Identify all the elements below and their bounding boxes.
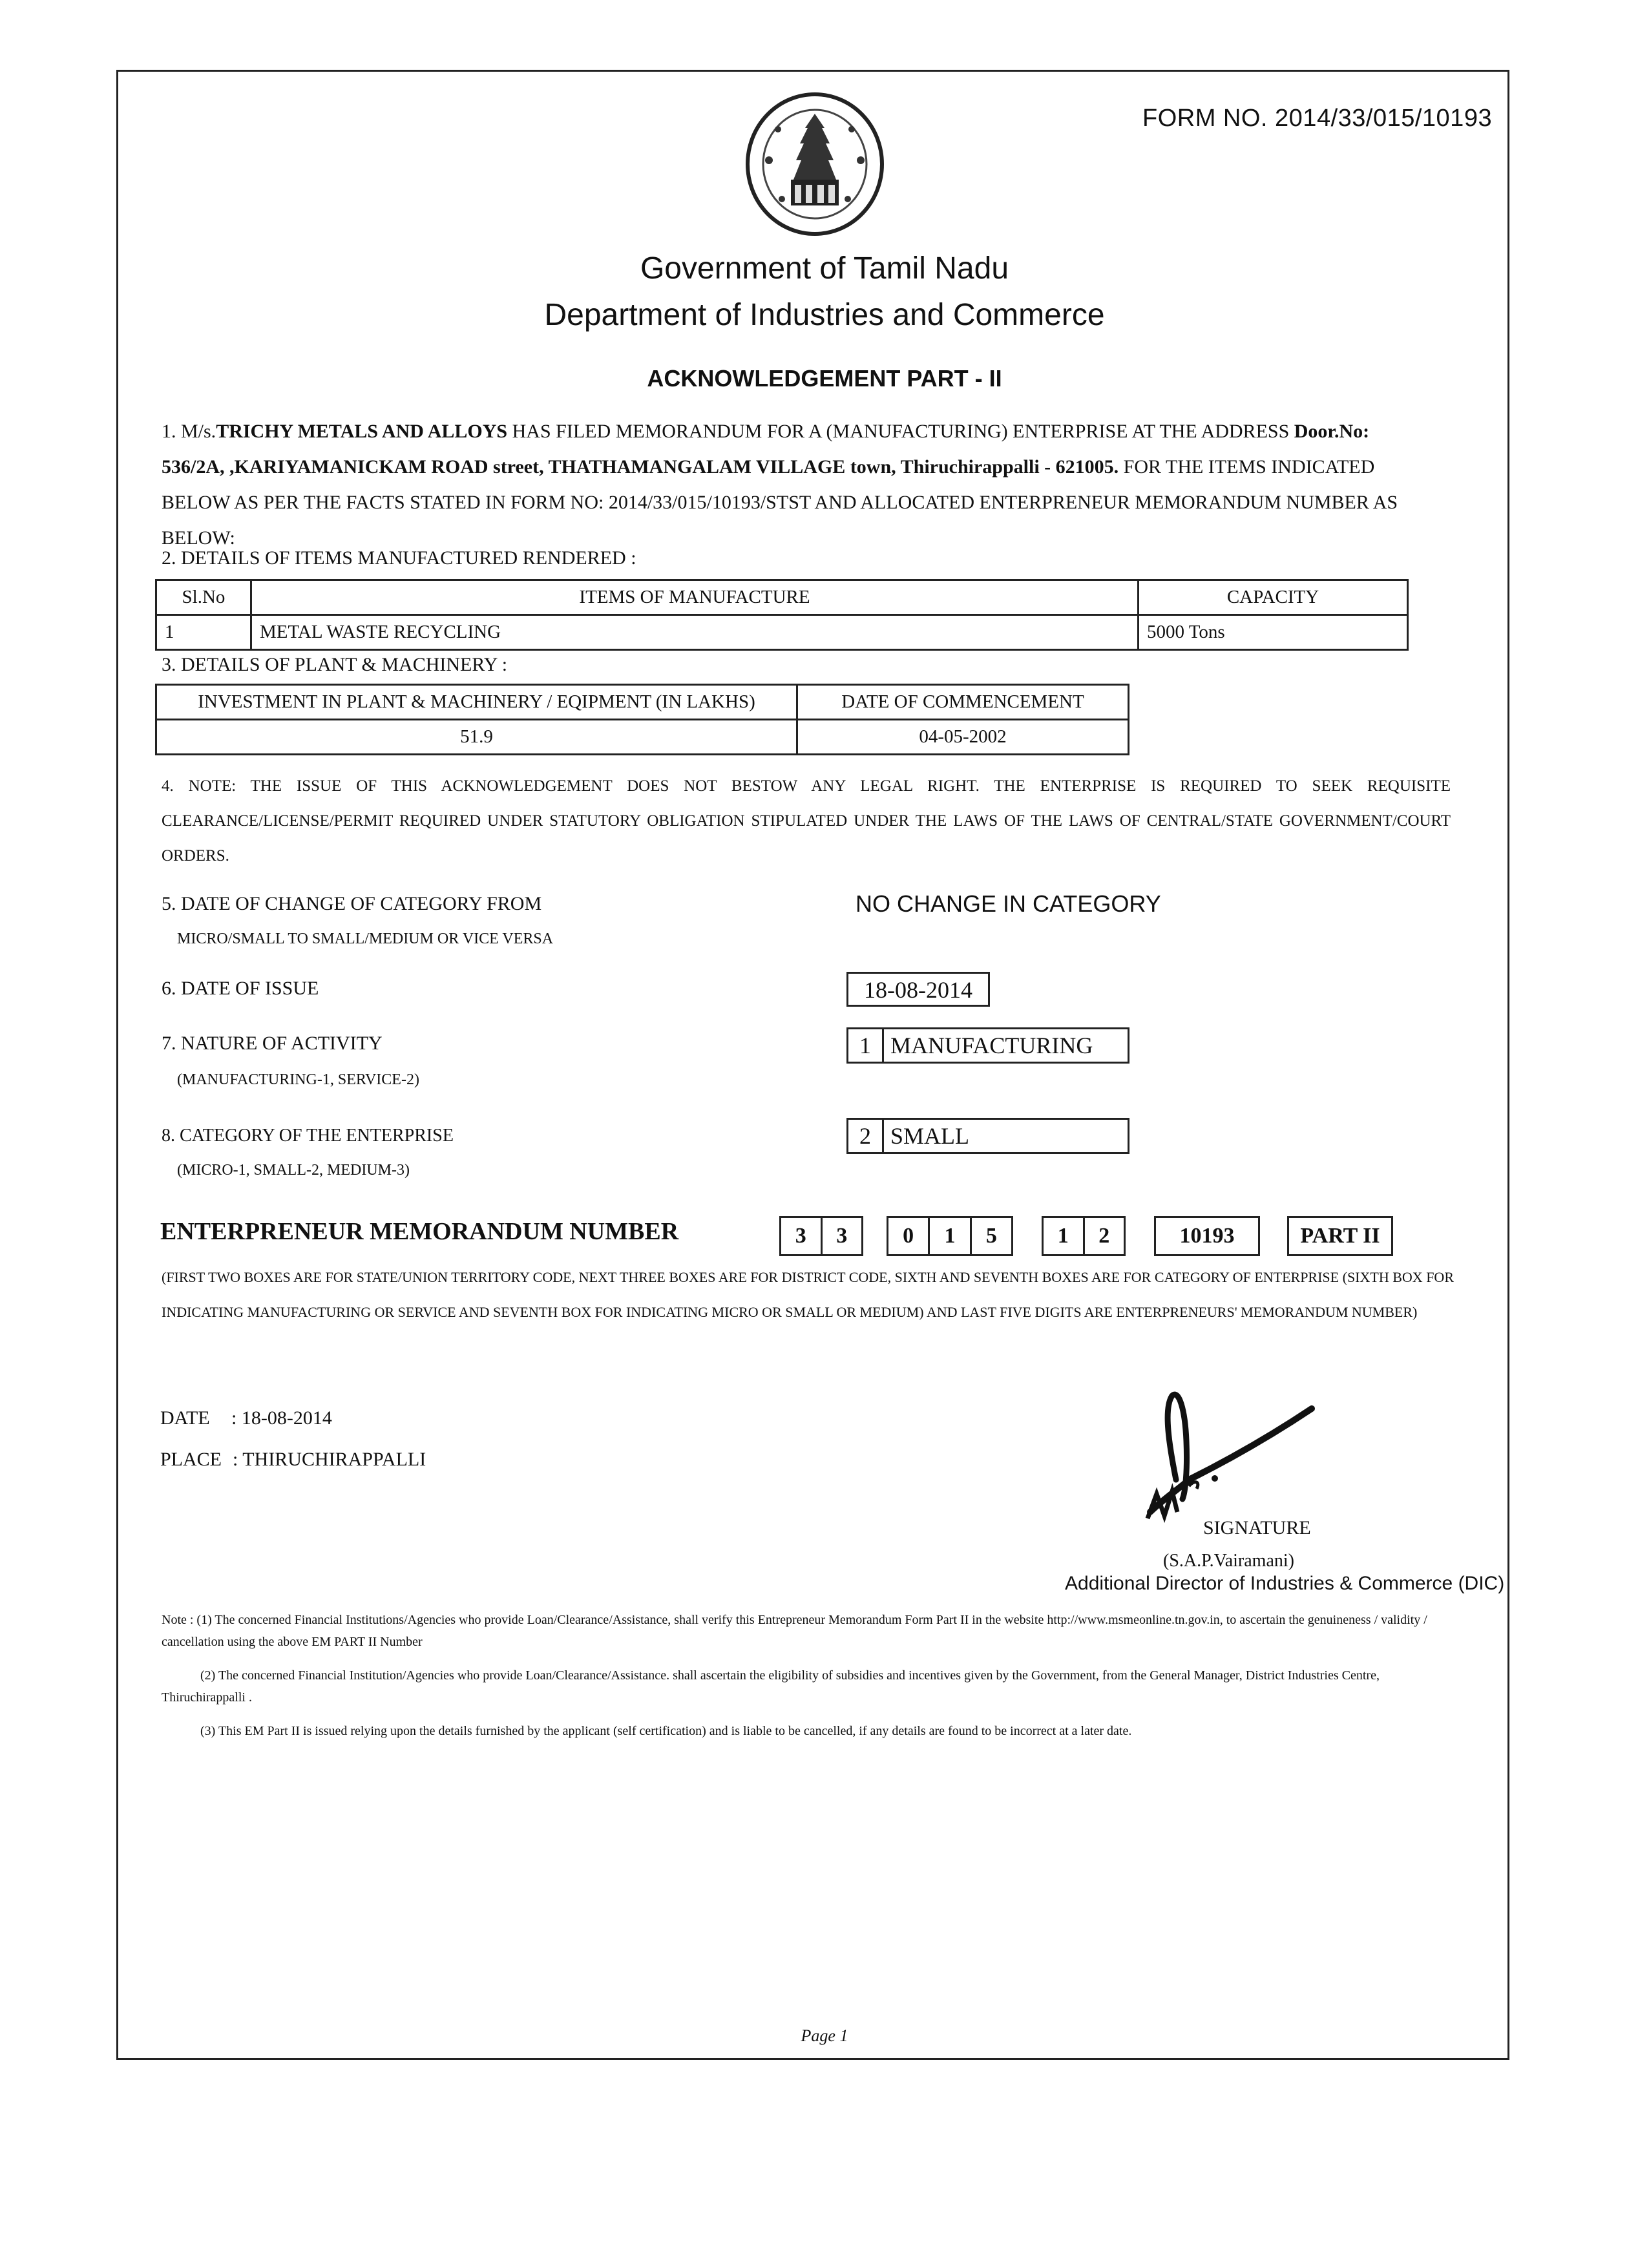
part-label: PART II (1300, 1224, 1380, 1248)
item-8-sub: (MICRO-1, SMALL-2, MEDIUM-3) (177, 1162, 410, 1179)
digit-box: 3 (781, 1218, 823, 1254)
section-1-text-a: HAS FILED MEMORANDUM FOR A (MANUFACTURING) ENTERPRISE AT THE ADDRESS (507, 421, 1294, 442)
column-header: INVESTMENT IN PLANT & MACHINERY / EQIPMENT (IN LAKHS) (156, 685, 797, 720)
column-header: CAPACITY (1139, 580, 1408, 615)
table-row (156, 615, 1408, 650)
state-emblem-icon (743, 89, 887, 243)
footnote-2: (2) The concerned Financial Institution/Agencies who provide Loan/Clearance/Assistance. shall ascertain the eligibility of subsidies and incentives given by the Government, from the General Manager, District Industries Centre, Thiruchirappalli . (162, 1668, 1380, 1705)
activity-value: MANUFACTURING (890, 1033, 1093, 1058)
em-number-label: ENTERPRENEUR MEMORANDUM NUMBER (160, 1218, 679, 1245)
table-cell: 04-05-2002 (797, 720, 1129, 755)
company-address: Door.No: 536/2A, ,KARIYAMANICKAM ROAD street, THATHAMANGALAM VILLAGE town, Thiruchirappalli - 621005. (162, 421, 1370, 478)
section-2-heading: 2. DETAILS OF ITEMS MANUFACTURED RENDERED : (162, 547, 636, 569)
items-table (155, 579, 1409, 651)
em-number-note: (FIRST TWO BOXES ARE FOR STATE/UNION TERRITORY CODE, NEXT THREE BOXES ARE FOR DISTRICT CODE, SIXTH AND SEVENTH BOXES ARE FOR CATEGORY OF ENTERPRISE (SIXTH BOX FOR INDICATING MANUFACTURING OR SERVICE AND SEVENTH BOX FOR INDICATING MICRO OR SMALL OR MEDIUM) AND LAST FIVE DIGITS ARE ENTERPRENEURS' MEMORANDUM NUMBER) (162, 1269, 1454, 1320)
footnote-3: (3) This EM Part II is issued relying upon the details furnished by the applicant (self certification) and is liable to be cancelled, if any details are found to be incorrect at a later date. (200, 1724, 1132, 1738)
digit-box: 5 (985, 1224, 997, 1248)
section-1-paragraph (162, 414, 1422, 556)
company-name: TRICHY METALS AND ALLOYS (216, 421, 508, 442)
table-cell: METAL WASTE RECYCLING (251, 615, 1139, 650)
signatory-name: (S.A.P.Vairamani) (1163, 1551, 1294, 1571)
item-7-sub: (MANUFACTURING-1, SERVICE-2) (177, 1071, 419, 1088)
section-3-heading: 3. DETAILS OF PLANT & MACHINERY : (162, 654, 508, 675)
footnote-1: Note : (1) The concerned Financial Institutions/Agencies who provide Loan/Clearance/Assistance, shall verify this Entrepreneur Memorandum Form Part II in the website http://www.msmeonline.tn.gov.in, to ascertain the genuineness / validity / cancellation using the above EM PART II Number (162, 1613, 1427, 1649)
item-8-label: 8. CATEGORY OF THE ENTERPRISE (162, 1126, 454, 1146)
table-row (156, 720, 1129, 755)
item-5-sub: MICRO/SMALL TO SMALL/MEDIUM OR VICE VERSA (177, 930, 554, 947)
date-of-issue-box: 18-08-2014 (846, 972, 990, 1007)
form-number: FORM NO. 2014/33/015/10193 (1142, 105, 1493, 132)
place-value: : THIRUCHIRAPPALLI (233, 1449, 426, 1470)
signatory-title: Additional Director of Industries & Commerce (DIC) (1065, 1573, 1505, 1594)
district-code-boxes (887, 1216, 1013, 1256)
serial-number: 10193 (1179, 1224, 1235, 1248)
date-row (160, 1407, 332, 1429)
digit-box: 3 (836, 1224, 848, 1248)
date-value: : 18-08-2014 (231, 1407, 332, 1429)
section-1-prefix: 1. M/s. (162, 421, 216, 442)
table-cell: 1 (156, 615, 251, 650)
digit-box: 2 (1098, 1224, 1110, 1248)
state-code-boxes (779, 1216, 863, 1256)
footnotes (162, 1609, 1454, 1742)
signature-image (1124, 1383, 1331, 1538)
page-number: Page 1 (801, 2026, 848, 2045)
department-title: Department of Industries and Commerce (544, 298, 1105, 332)
digit-box: 1 (1044, 1218, 1085, 1254)
nature-of-activity-box (846, 1027, 1129, 1064)
digit-box: 0 (888, 1218, 930, 1254)
digit-box: 1 (930, 1218, 971, 1254)
plant-machinery-table (155, 684, 1129, 755)
legal-note: 4. NOTE: THE ISSUE OF THIS ACKNOWLEDGEMENT DOES NOT BESTOW ANY LEGAL RIGHT. THE ENTERPRISE IS REQUIRED TO SEEK REQUISITE CLEARANCE/LICENSE/PERMIT REQUIRED UNDER STATUTORY OBLIGATION STIPULATED UNDER THE LAWS OF THE LAWS OF CENTRAL/STATE GOVERNMENT/COURT ORDERS. (162, 777, 1451, 865)
category-value: SMALL (890, 1123, 970, 1149)
enterprise-category-box (846, 1118, 1129, 1154)
section-1-text-b: FOR THE ITEMS INDICATED BELOW AS PER THE FACTS STATED IN FORM NO: 2014/33/015/10193/STST AND ALLOCATED ENTERPRENEUR MEMORANDUM NUMBER AS BELOW: (162, 456, 1398, 549)
plant-table-header (156, 685, 1129, 720)
table-cell: 5000 Tons (1139, 615, 1408, 650)
column-header: DATE OF COMMENCEMENT (797, 685, 1129, 720)
activity-code: 1 (848, 1029, 884, 1062)
category-code: 2 (848, 1120, 884, 1152)
part-box (1287, 1216, 1393, 1256)
acknowledgement-title: ACKNOWLEDGEMENT PART - II (647, 365, 1002, 392)
serial-number-box (1154, 1216, 1260, 1256)
category-code-boxes (1042, 1216, 1126, 1256)
item-6-label: 6. DATE OF ISSUE (162, 978, 319, 999)
place-row (160, 1449, 426, 1471)
category-change-value: NO CHANGE IN CATEGORY (856, 890, 1161, 917)
items-table-header (156, 580, 1408, 615)
government-title: Government of Tamil Nadu (640, 251, 1009, 286)
date-label: DATE (160, 1407, 210, 1429)
table-cell: 51.9 (156, 720, 797, 755)
item-5-label: 5. DATE OF CHANGE OF CATEGORY FROM (162, 893, 542, 914)
column-header: ITEMS OF MANUFACTURE (251, 580, 1139, 615)
column-header: Sl.No (156, 580, 251, 615)
item-7-label: 7. NATURE OF ACTIVITY (162, 1033, 383, 1054)
signature-label: SIGNATURE (1203, 1517, 1311, 1538)
place-label: PLACE (160, 1449, 222, 1470)
